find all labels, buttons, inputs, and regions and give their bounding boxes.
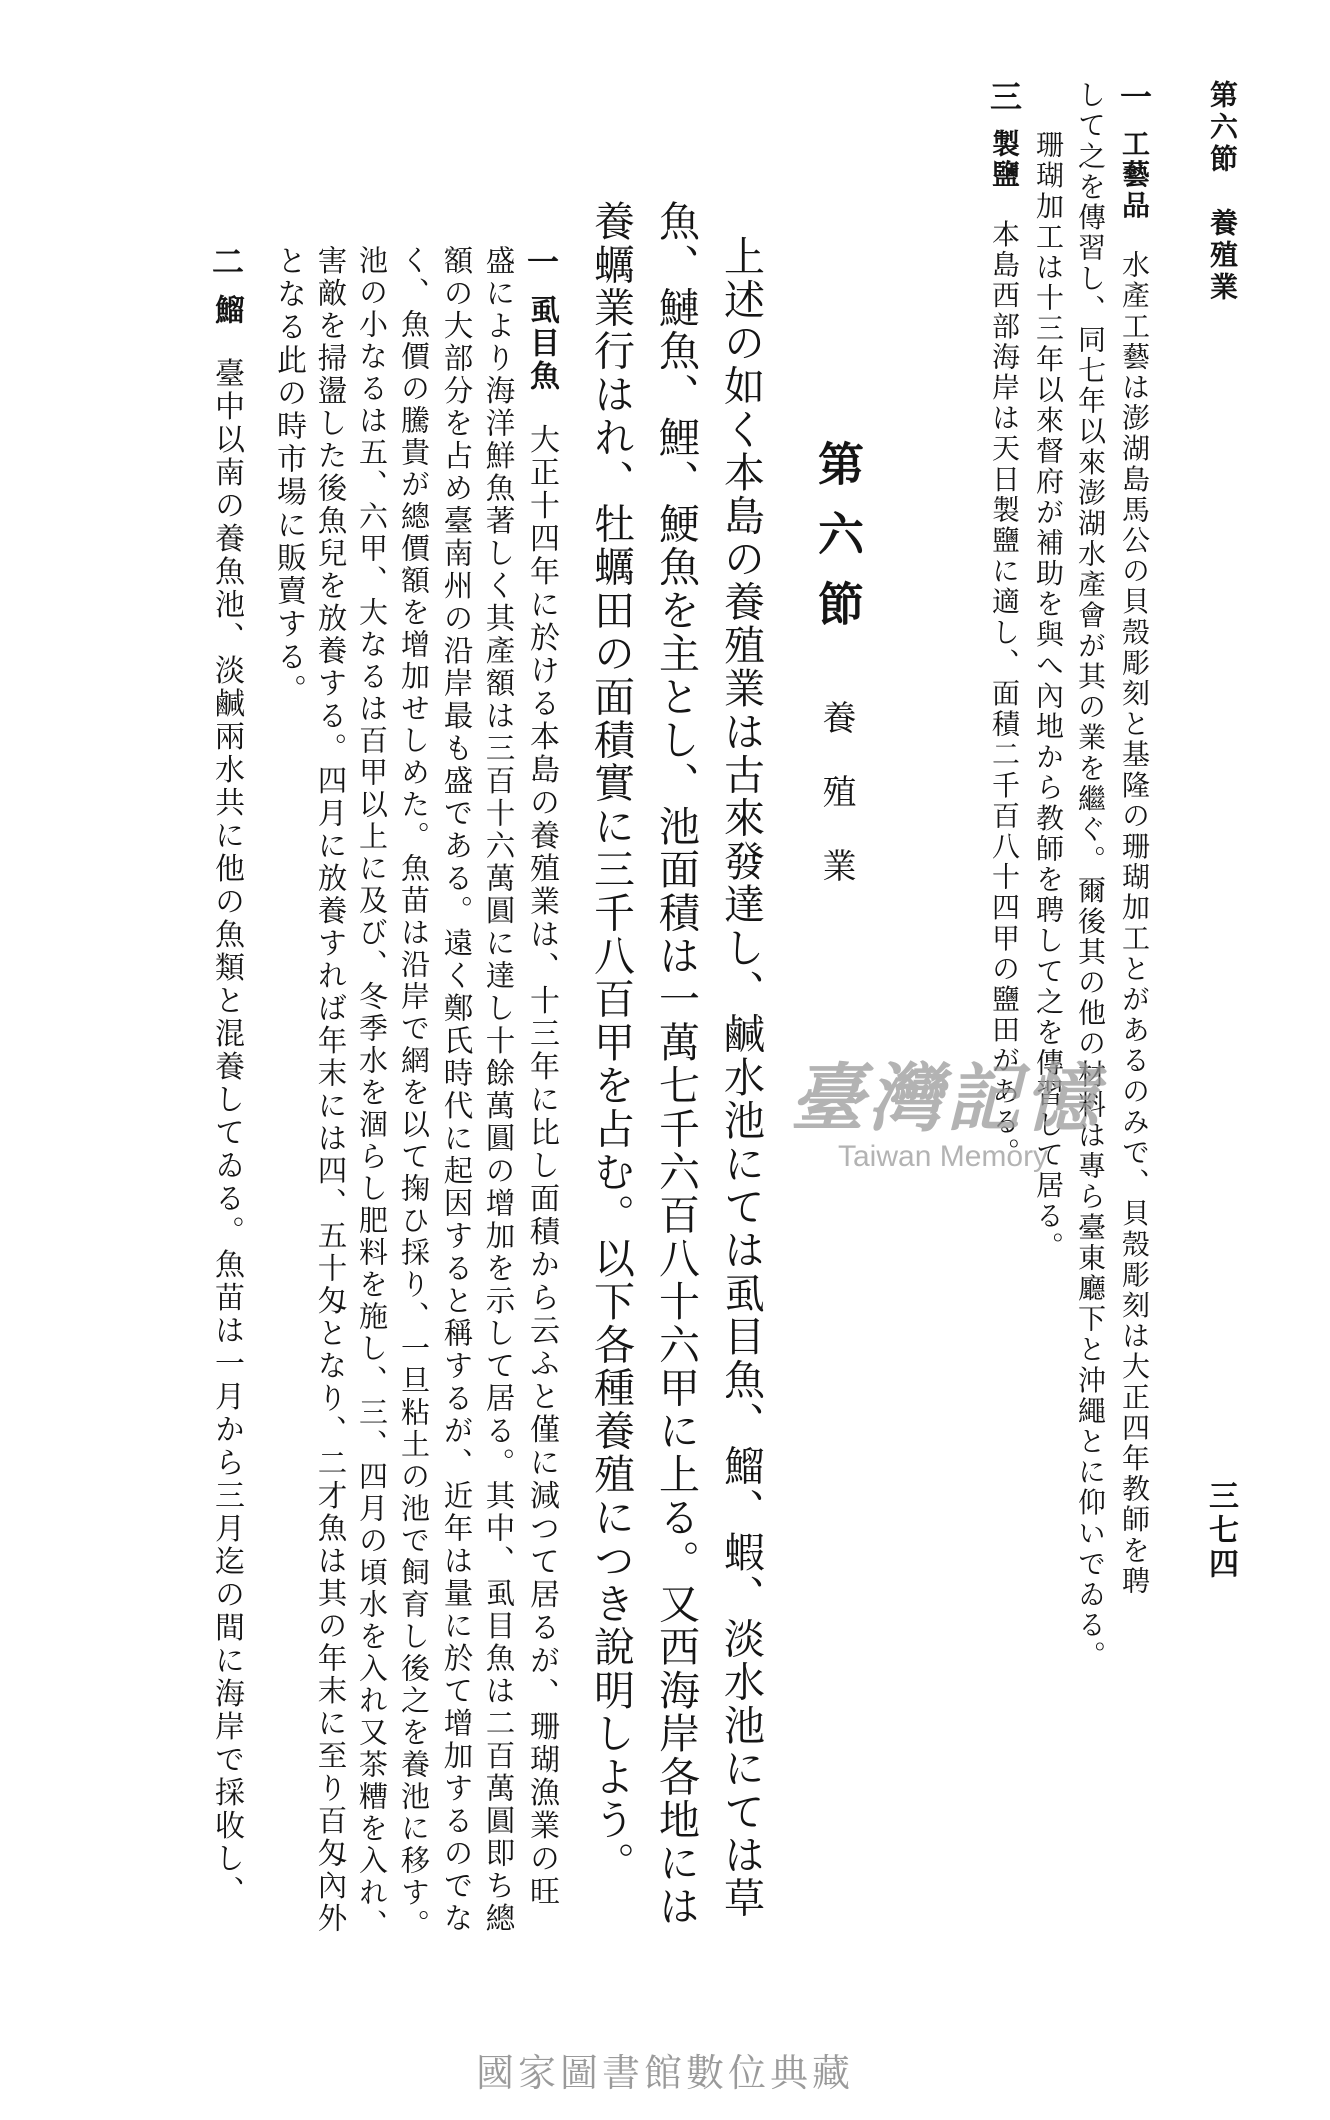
text-column [1074, 80, 1107, 1672]
item-number: 一 [522, 245, 560, 280]
item-heading: 工藝品 [1118, 128, 1151, 221]
text-column [985, 80, 1023, 1168]
item-heading: 虱目魚 [524, 294, 559, 393]
body-line: 珊瑚加工は十三年以來督府が補助を與へ內地から教師を聘して之を傳習して居る。 [1032, 130, 1065, 1263]
footer-credit: 國家圖書館數位典藏 [475, 2051, 854, 2095]
body-line: 池の小なるは五、六甲、大なるは百甲以上に及び、冬季水を涸らし肥料を施し、三、四月の頃水を入れ又茶糟を入れ、 [355, 245, 389, 1941]
text-column [1115, 80, 1153, 1597]
body-line: となる此の時市場に販賣する。 [271, 245, 306, 707]
text-column [355, 245, 389, 1941]
body-line: して之を傳習し、同七年以來澎湖水產會が其の業を繼ぐ。爾後其の他の材料は專ら臺東廳下と沖繩とに仰いでゐる。 [1074, 80, 1107, 1672]
intro-line: 養蠣業行はれ、牡蠣田の面積實に三千八百甲を占む。以下各種養殖につき說明しよう。 [587, 200, 635, 1885]
item-number: 二 [207, 245, 245, 280]
text-column [313, 245, 348, 1935]
section-subtitle: 養殖業 [816, 700, 856, 922]
section-title: 第六節 [811, 440, 865, 650]
body-line: 水產工藝は澎湖島馬公の貝殼彫刻と基隆の珊瑚加工とがあるのみで、貝殼彫刻は大正四年教師を聘 [1118, 249, 1151, 1597]
body-line: 盛により海洋鮮魚著しく其產額は三百十六萬圓に達し十餘萬圓の增加を示して居る。其中、虱目魚は二百萬圓即ち總 [481, 245, 516, 1935]
intro-line: 上述の如く本島の養殖業は古來發達し、鹹水池にては虱目魚、鰡、蝦、淡水池にては草 [717, 235, 765, 1920]
body-line: 害敵を掃盪した後魚兒を放養する。四月に放養すれば年末には四、五十匁となり、二才魚は其の年末に至り百匁內外 [313, 245, 348, 1935]
item-heading: 鰡 [209, 294, 244, 327]
item-number: 三 [985, 80, 1023, 115]
watermark [790, 1040, 1102, 1174]
body-line: く、魚價の騰貴が總價額を增加せしめた。魚苗は沿岸で網を以て掬ひ採り、一旦粘土の池で飼育し後之を養池に移す。 [397, 245, 431, 1941]
body-line: 臺中以南の養魚池、淡鹹兩水共に他の魚類と混養してゐる。魚苗は一月から三月迄の間に海岸で採收し、 [209, 357, 244, 1909]
watermark-logo-text: 臺灣記憶 [790, 1056, 1102, 1142]
text-column [439, 245, 474, 1935]
watermark-english: Taiwan Memory [838, 1140, 1049, 1173]
body-line: 本島西部海岸は天日製鹽に適し、面積二千百八十四甲の鹽田がある。 [988, 219, 1021, 1168]
text-column [481, 245, 516, 1935]
item-number: 一 [1115, 80, 1153, 115]
running-title: 第六節 養殖業 [1206, 80, 1239, 304]
page-number: 三七四 [1203, 1480, 1238, 1582]
body-line: 大正十四年に於ける本島の養殖業は、十三年に比し面積から云ふと僅に減つて居るが、珊瑚漁業の旺 [524, 423, 559, 1909]
intro-line: 魚、鰱魚、鯉、鯁魚を主とし、池面積は一萬七千六百八十六甲に上る。又西海岸各地には [652, 200, 700, 1928]
body-line: 額の大部分を占め臺南州の沿岸最も盛である。遠く鄭氏時代に起因すると稱するが、近年は量に於て增加するのでな [439, 245, 474, 1935]
text-column [271, 245, 306, 707]
text-column [522, 245, 560, 1909]
text-column [397, 245, 431, 1941]
item-heading: 製鹽 [988, 128, 1021, 190]
text-column [207, 245, 245, 1909]
